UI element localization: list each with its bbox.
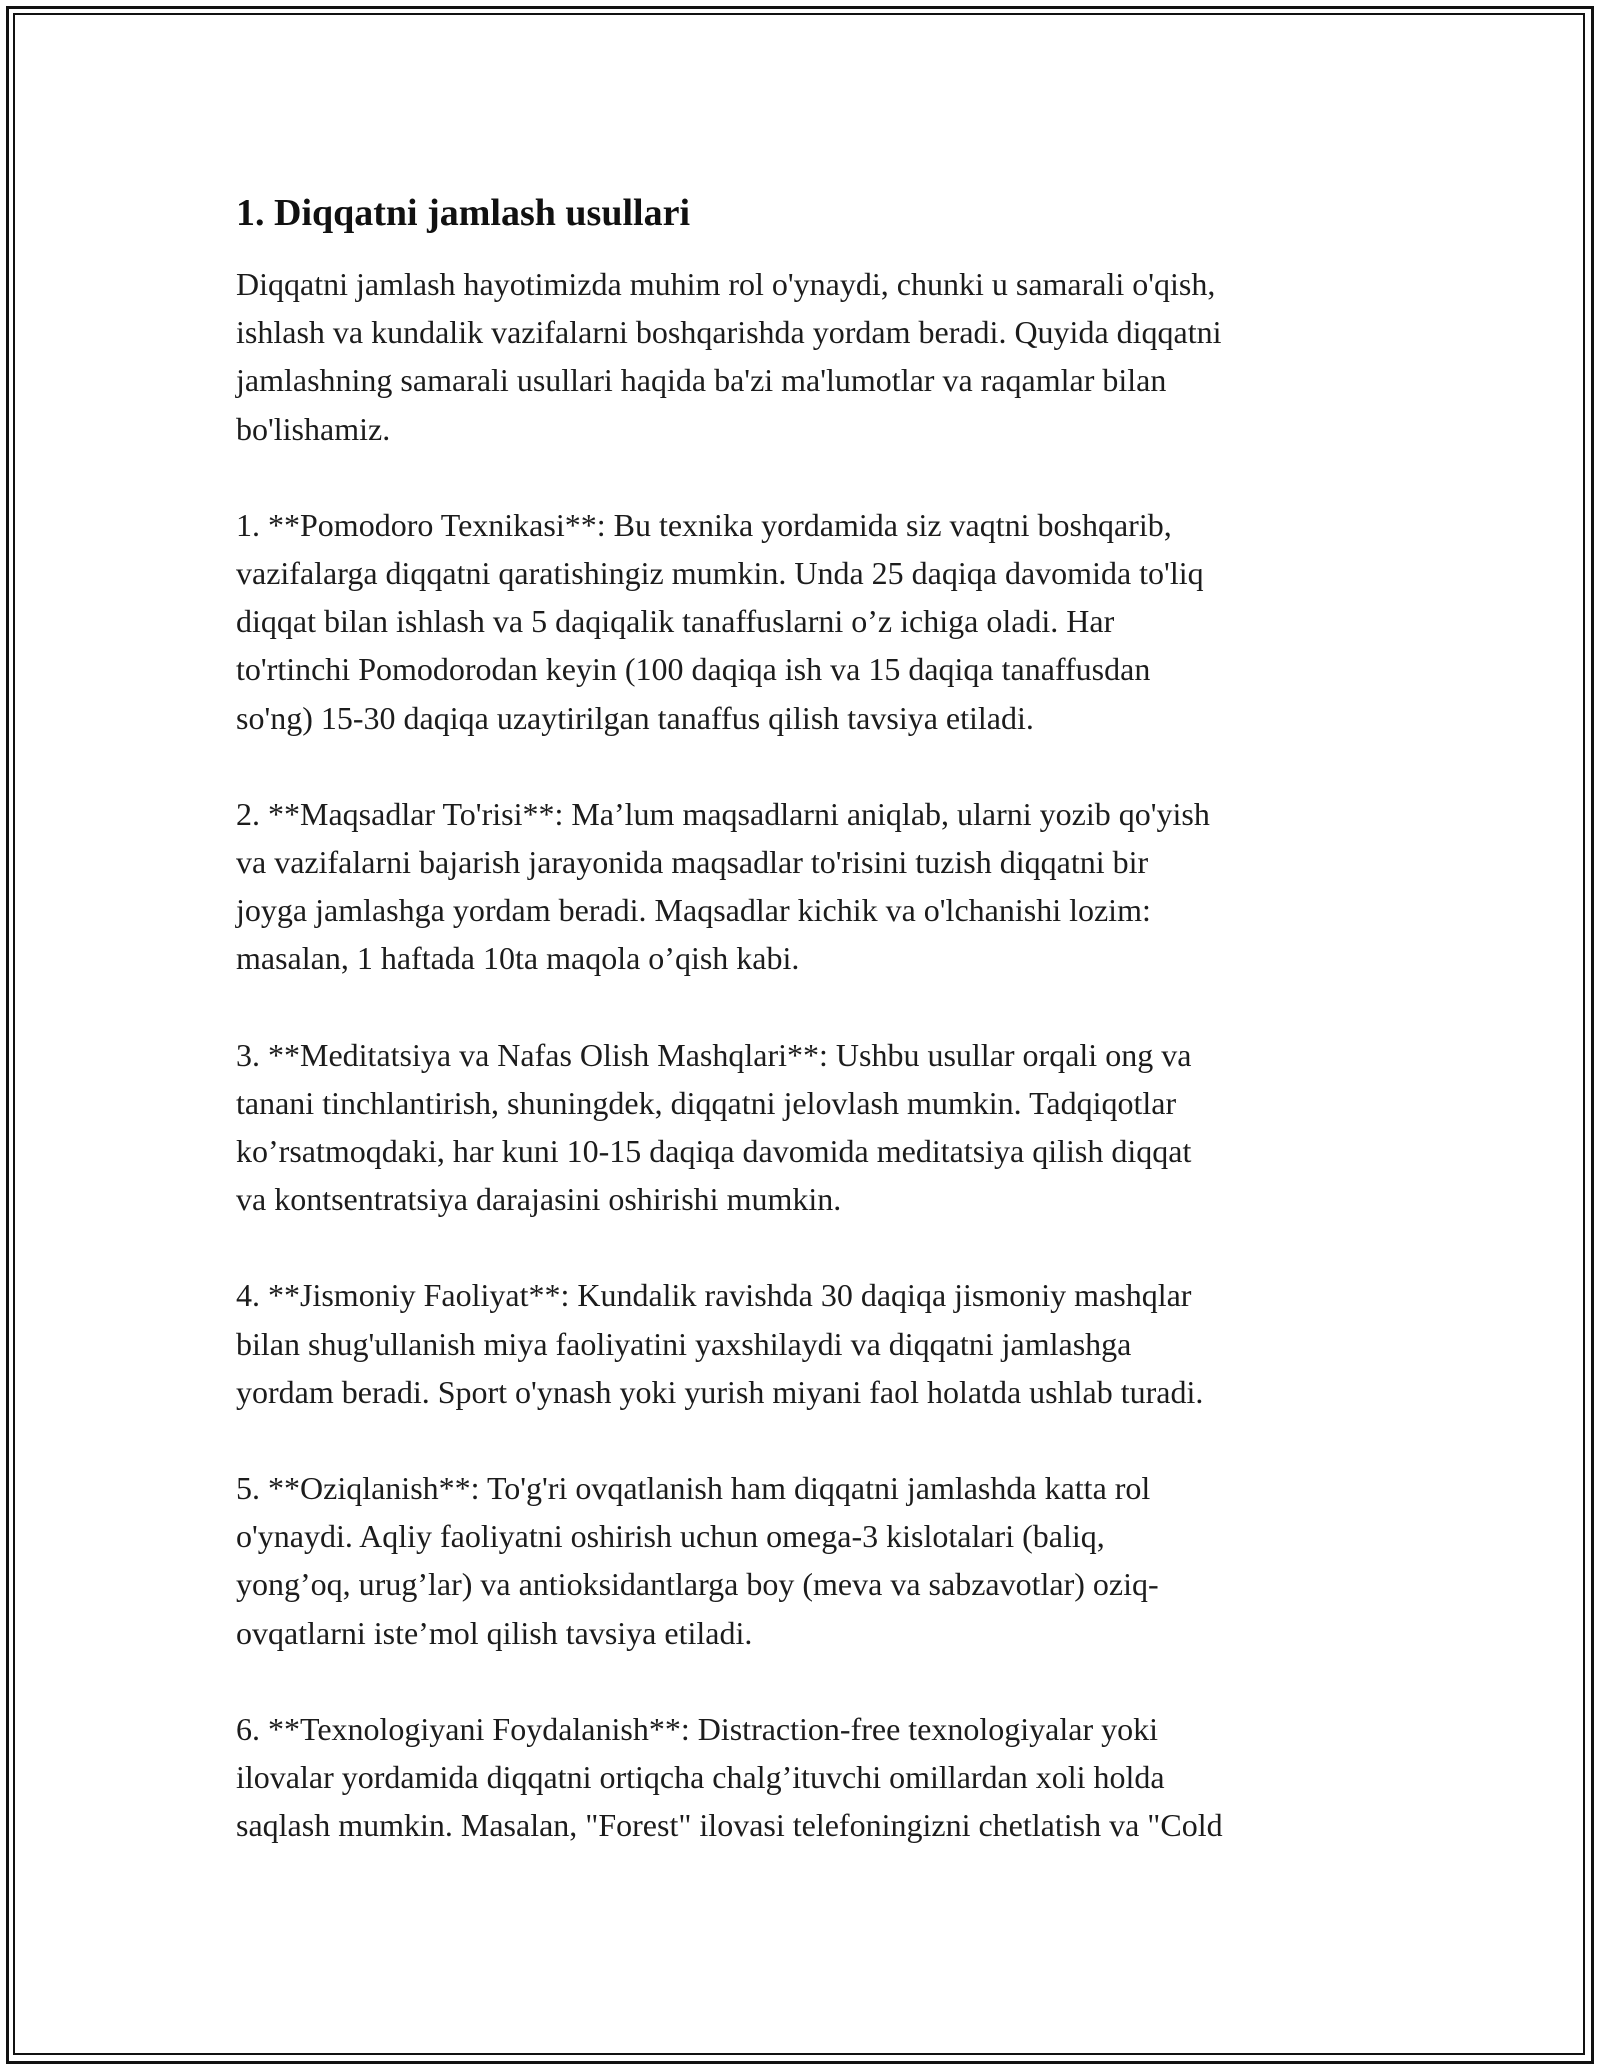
- paragraph-line: diqqat bilan ishlash va 5 daqiqalik tanaffuslarni o’z ichiga oladi. Har: [236, 603, 1115, 640]
- paragraph-line: ishlash va kundalik vazifalarni boshqarishda yordam beradi. Quyida diqqatni: [236, 314, 1222, 351]
- paragraph-line: bilan shug'ullanish miya faoliyatini yaxshilaydi va diqqatni jamlashga: [236, 1325, 1132, 1362]
- paragraph-line: 4. **Jismoniy Faoliyat**: Kundalik ravishda 30 daqiqa jismoniy mashqlar: [236, 1277, 1192, 1314]
- paragraph-line: o'ynaydi. Aqliy faoliyatni oshirish uchun omega-3 kislotalari (baliq,: [236, 1518, 1105, 1555]
- paragraph-line: ko’rsatmoqdaki, har kuni 10-15 daqiqa davomida meditatsiya qilish diqqat: [236, 1133, 1192, 1170]
- paragraph-line: ilovalar yordamida diqqatni ortiqcha chalg’ituvchi omillardan xoli holda: [236, 1759, 1165, 1796]
- paragraph-line: vazifalarga diqqatni qaratishingiz mumkin. Unda 25 daqiqa davomida to'liq: [236, 555, 1204, 592]
- paragraph-line: va vazifalarni bajarish jarayonida maqsadlar to'risini tuzish diqqatni bir: [236, 844, 1149, 881]
- paragraph-line: 2. **Maqsadlar To'risi**: Ma’lum maqsadlarni aniqlab, ularni yozib qo'yish: [236, 795, 1210, 832]
- list-item-paragraph: [236, 1031, 1376, 1224]
- list-item-paragraph: [236, 1464, 1376, 1657]
- paragraph-line: to'rtinchi Pomodorodan keyin (100 daqiqa ish va 15 daqiqa tanaffusdan: [236, 651, 1151, 688]
- paragraph-line: joyga jamlashga yordam beradi. Maqsadlar kichik va o'lchanishi lozim:: [236, 892, 1151, 929]
- paragraph-line: yordam beradi. Sport o'ynash yoki yurish miyani faol holatda ushlab turadi.: [236, 1373, 1204, 1410]
- intro-paragraph: [236, 260, 1376, 453]
- document-heading: 1. Diqqatni jamlash usullari: [236, 192, 690, 234]
- paragraph-line: jamlashning samarali usullari haqida ba'zi ma'lumotlar va raqamlar bilan: [236, 362, 1167, 399]
- paragraph-line: ovqatlarni iste’mol qilish tavsiya etiladi.: [236, 1614, 753, 1651]
- paragraph-line: yong’oq, urug’lar) va antioksidantlarga boy (meva va sabzavotlar) oziq-: [236, 1566, 1159, 1603]
- paragraph-line: so'ng) 15-30 daqiqa uzaytirilgan tanaffus qilish tavsiya etiladi.: [236, 699, 1034, 736]
- paragraph-line: tanani tinchlantirish, shuningdek, diqqatni jelovlash mumkin. Tadqiqotlar: [236, 1084, 1177, 1121]
- paragraph-line: 5. **Oziqlanish**: To'g'ri ovqatlanish ham diqqatni jamlashda katta rol: [236, 1470, 1151, 1507]
- list-item-paragraph: [236, 1705, 1376, 1850]
- list-item-paragraph: [236, 790, 1376, 983]
- paragraph-line: va kontsentratsiya darajasini oshirishi mumkin.: [236, 1181, 842, 1218]
- paragraph-line: 3. **Meditatsiya va Nafas Olish Mashqlari**: Ushbu usullar orqali ong va: [236, 1036, 1192, 1073]
- paragraph-list: [236, 260, 1376, 1849]
- paragraph-line: 1. **Pomodoro Texnikasi**: Bu texnika yordamida siz vaqtni boshqarib,: [236, 506, 1172, 543]
- paragraph-line: Diqqatni jamlash hayotimizda muhim rol o'ynaydi, chunki u samarali o'qish,: [236, 266, 1216, 302]
- paragraph-line: masalan, 1 haftada 10ta maqola o’qish kabi.: [236, 940, 800, 977]
- document-body: [236, 188, 1376, 1897]
- paragraph-line: saqlash mumkin. Masalan, "Forest" ilovasi telefoningizni chetlatish va "Cold: [236, 1807, 1223, 1844]
- list-item-paragraph: [236, 1271, 1376, 1416]
- paragraph-line: bo'lishamiz.: [236, 410, 391, 447]
- list-item-paragraph: [236, 501, 1376, 742]
- paragraph-line: 6. **Texnologiyani Foydalanish**: Distraction-free texnologiyalar yoki: [236, 1710, 1158, 1747]
